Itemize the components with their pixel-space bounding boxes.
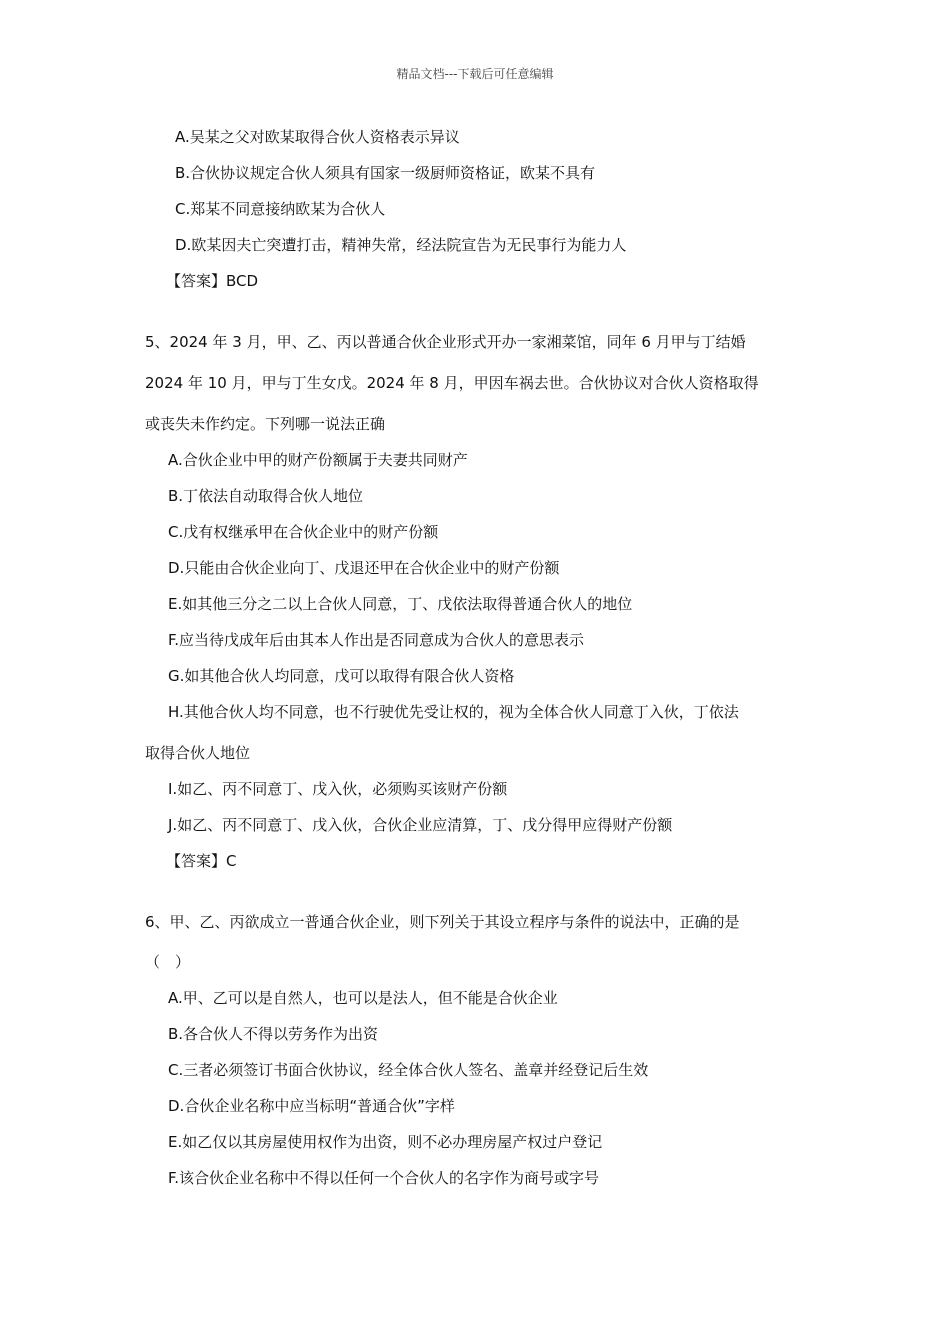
q5-option-i: I.如乙、丙不同意丁、戊入伙，必须购买该财产份额 <box>168 780 508 798</box>
q4-option-d: D.欧某因夫亡突遭打击，精神失常，经法院宣告为无民事行为能力人 <box>175 236 627 254</box>
q5-option-b: B.丁依法自动取得合伙人地位 <box>168 487 364 505</box>
q5-stem-line-2: 2024 年 10 月，甲与丁生女戊。2024 年 8 月，甲因车祸去世。合伙协议对合伙人资格取得 <box>145 374 759 392</box>
q5-option-d: D.只能由合伙企业向丁、戊退还甲在合伙企业中的财产份额 <box>168 559 560 577</box>
q4-answer: 【答案】BCD <box>166 272 259 290</box>
q4-option-c: C.郑某不同意接纳欧某为合伙人 <box>175 200 386 218</box>
q6-stem-line-1: 6、甲、乙、丙欲成立一普通合伙企业，则下列关于其设立程序与条件的说法中，正确的是 <box>145 913 740 931</box>
q5-option-c: C.戊有权继承甲在合伙企业中的财产份额 <box>168 523 439 541</box>
q6-stem-line-2: （ ） <box>145 953 191 971</box>
q6-option-b: B.各合伙人不得以劳务作为出资 <box>168 1025 379 1043</box>
q5-option-j: J.如乙、丙不同意丁、戊入伙，合伙企业应清算，丁、戊分得甲应得财产份额 <box>168 816 673 834</box>
q6-option-f: F.该合伙企业名称中不得以任何一个合伙人的名字作为商号或字号 <box>168 1169 599 1187</box>
q5-option-h-continued: 取得合伙人地位 <box>145 744 251 762</box>
q5-option-f: F.应当待戊成年后由其本人作出是否同意成为合伙人的意思表示 <box>168 631 584 649</box>
q5-stem-line-3: 或丧失未作约定。下列哪一说法正确 <box>145 415 386 433</box>
page-header: 精品文档---下载后可任意编辑 <box>396 67 554 81</box>
q5-option-e: E.如其他三分之二以上合伙人同意，丁、戊依法取得普通合伙人的地位 <box>168 595 633 613</box>
q5-option-g: G.如其他合伙人均同意，戊可以取得有限合伙人资格 <box>168 667 515 685</box>
q6-option-d: D.合伙企业名称中应当标明“普通合伙”字样 <box>168 1097 455 1115</box>
q4-option-b: B.合伙协议规定合伙人须具有国家一级厨师资格证，欧某不具有 <box>175 164 596 182</box>
q6-option-c: C.三者必须签订书面合伙协议，经全体合伙人签名、盖章并经登记后生效 <box>168 1061 649 1079</box>
q6-option-e: E.如乙仅以其房屋使用权作为出资，则不必办理房屋产权过户登记 <box>168 1133 603 1151</box>
q5-option-a: A.合伙企业中甲的财产份额属于夫妻共同财产 <box>168 451 468 469</box>
q5-stem-line-1: 5、2024 年 3 月，甲、乙、丙以普通合伙企业形式开办一家湘菜馆，同年 6 月甲与丁结婚 <box>145 333 746 351</box>
q5-answer: 【答案】C <box>166 852 237 870</box>
q5-option-h: H.其他合伙人均不同意，也不行驶优先受让权的，视为全体合伙人同意丁入伙，丁依法 <box>168 703 739 721</box>
q4-option-a: A.吴某之父对欧某取得合伙人资格表示异议 <box>175 128 460 146</box>
q6-option-a: A.甲、乙可以是自然人，也可以是法人，但不能是合伙企业 <box>168 989 558 1007</box>
